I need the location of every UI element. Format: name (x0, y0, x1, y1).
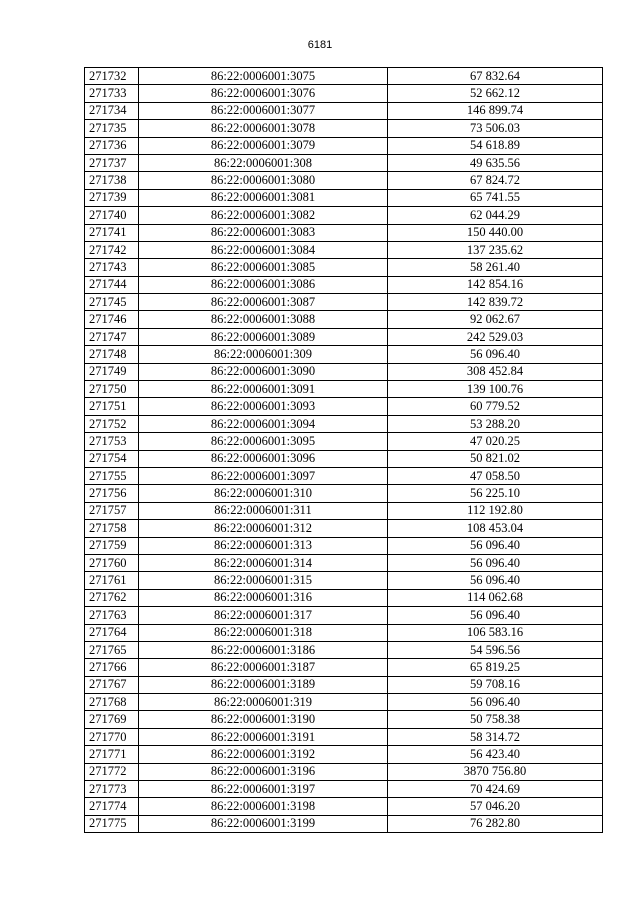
row-number-cell: 271766 (85, 659, 139, 676)
cadastral-value-cell: 56 096.40 (388, 694, 603, 711)
cadastral-value-cell: 62 044.29 (388, 207, 603, 224)
table-row (85, 502, 603, 519)
cadastral-value-table (84, 67, 603, 833)
cadastral-number-cell: 86:22:0006001:3089 (139, 328, 388, 345)
row-number-cell: 271745 (85, 294, 139, 311)
cadastral-value-cell: 65 741.55 (388, 189, 603, 206)
cadastral-number-cell: 86:22:0006001:3095 (139, 433, 388, 450)
row-number-cell: 271762 (85, 589, 139, 606)
row-number-cell: 271746 (85, 311, 139, 328)
table-row (85, 607, 603, 624)
cadastral-number-cell: 86:22:0006001:3075 (139, 68, 388, 85)
cadastral-value-cell: 70 424.69 (388, 781, 603, 798)
table-row (85, 676, 603, 693)
cadastral-value-cell: 49 635.56 (388, 154, 603, 171)
cadastral-value-cell: 58 261.40 (388, 259, 603, 276)
row-number-cell: 271765 (85, 641, 139, 658)
cadastral-number-cell: 86:22:0006001:3088 (139, 311, 388, 328)
row-number-cell: 271737 (85, 154, 139, 171)
cadastral-value-cell: 142 839.72 (388, 294, 603, 311)
cadastral-value-cell: 47 020.25 (388, 433, 603, 450)
row-number-cell: 271733 (85, 85, 139, 102)
table-row (85, 346, 603, 363)
cadastral-value-cell: 242 529.03 (388, 328, 603, 345)
row-number-cell: 271767 (85, 676, 139, 693)
cadastral-value-cell: 57 046.20 (388, 798, 603, 815)
row-number-cell: 271757 (85, 502, 139, 519)
table-row (85, 798, 603, 815)
cadastral-number-cell: 86:22:0006001:3198 (139, 798, 388, 815)
cadastral-value-cell: 112 192.80 (388, 502, 603, 519)
table-row (85, 381, 603, 398)
cadastral-number-cell: 86:22:0006001:317 (139, 607, 388, 624)
cadastral-number-cell: 86:22:0006001:3094 (139, 415, 388, 432)
table-row (85, 276, 603, 293)
cadastral-value-cell: 150 440.00 (388, 224, 603, 241)
cadastral-number-cell: 86:22:0006001:3090 (139, 363, 388, 380)
cadastral-number-cell: 86:22:0006001:316 (139, 589, 388, 606)
table-row (85, 589, 603, 606)
row-number-cell: 271770 (85, 728, 139, 745)
cadastral-value-cell: 54 596.56 (388, 641, 603, 658)
cadastral-number-cell: 86:22:0006001:3087 (139, 294, 388, 311)
cadastral-value-cell: 142 854.16 (388, 276, 603, 293)
cadastral-number-cell: 86:22:0006001:3196 (139, 763, 388, 780)
table-row (85, 398, 603, 415)
cadastral-number-cell: 86:22:0006001:3187 (139, 659, 388, 676)
cadastral-value-cell: 53 288.20 (388, 415, 603, 432)
cadastral-number-cell: 86:22:0006001:3191 (139, 728, 388, 745)
table-row (85, 624, 603, 641)
table-body (85, 68, 603, 833)
cadastral-number-cell: 86:22:0006001:3091 (139, 381, 388, 398)
table-row (85, 572, 603, 589)
cadastral-value-cell: 47 058.50 (388, 467, 603, 484)
cadastral-value-cell: 65 819.25 (388, 659, 603, 676)
cadastral-value-cell: 58 314.72 (388, 728, 603, 745)
cadastral-number-cell: 86:22:0006001:314 (139, 554, 388, 571)
row-number-cell: 271754 (85, 450, 139, 467)
row-number-cell: 271764 (85, 624, 139, 641)
cadastral-value-cell: 50 821.02 (388, 450, 603, 467)
table-row (85, 241, 603, 258)
row-number-cell: 271736 (85, 137, 139, 154)
page-number: 6181 (307, 39, 333, 51)
row-number-cell: 271739 (85, 189, 139, 206)
row-number-cell: 271749 (85, 363, 139, 380)
cadastral-value-cell: 56 225.10 (388, 485, 603, 502)
cadastral-number-cell: 86:22:0006001:3076 (139, 85, 388, 102)
table-row (85, 137, 603, 154)
table-row (85, 781, 603, 798)
cadastral-number-cell: 86:22:0006001:3085 (139, 259, 388, 276)
cadastral-value-cell: 60 779.52 (388, 398, 603, 415)
row-number-cell: 271743 (85, 259, 139, 276)
cadastral-value-cell: 56 423.40 (388, 746, 603, 763)
cadastral-number-cell: 86:22:0006001:3082 (139, 207, 388, 224)
cadastral-value-cell: 50 758.38 (388, 711, 603, 728)
cadastral-number-cell: 86:22:0006001:318 (139, 624, 388, 641)
cadastral-number-cell: 86:22:0006001:315 (139, 572, 388, 589)
row-number-cell: 271753 (85, 433, 139, 450)
table-row (85, 328, 603, 345)
table-row (85, 311, 603, 328)
row-number-cell: 271775 (85, 815, 139, 832)
row-number-cell: 271744 (85, 276, 139, 293)
row-number-cell: 271769 (85, 711, 139, 728)
cadastral-number-cell: 86:22:0006001:3080 (139, 172, 388, 189)
cadastral-value-cell: 67 824.72 (388, 172, 603, 189)
row-number-cell: 271768 (85, 694, 139, 711)
cadastral-number-cell: 86:22:0006001:3190 (139, 711, 388, 728)
cadastral-value-cell: 67 832.64 (388, 68, 603, 85)
cadastral-number-cell: 86:22:0006001:3081 (139, 189, 388, 206)
row-number-cell: 271774 (85, 798, 139, 815)
table-row (85, 433, 603, 450)
cadastral-number-cell: 86:22:0006001:3096 (139, 450, 388, 467)
row-number-cell: 271741 (85, 224, 139, 241)
cadastral-value-cell: 137 235.62 (388, 241, 603, 258)
cadastral-number-cell: 86:22:0006001:312 (139, 520, 388, 537)
row-number-cell: 271763 (85, 607, 139, 624)
row-number-cell: 271751 (85, 398, 139, 415)
cadastral-value-cell: 108 453.04 (388, 520, 603, 537)
cadastral-value-cell: 139 100.76 (388, 381, 603, 398)
row-number-cell: 271771 (85, 746, 139, 763)
cadastral-number-cell: 86:22:0006001:309 (139, 346, 388, 363)
cadastral-value-cell: 92 062.67 (388, 311, 603, 328)
table-row (85, 641, 603, 658)
table-row (85, 815, 603, 832)
cadastral-number-cell: 86:22:0006001:3199 (139, 815, 388, 832)
table-row (85, 189, 603, 206)
cadastral-value-cell: 56 096.40 (388, 607, 603, 624)
cadastral-value-cell: 106 583.16 (388, 624, 603, 641)
table-row (85, 85, 603, 102)
row-number-cell: 271761 (85, 572, 139, 589)
table-row (85, 120, 603, 137)
cadastral-number-cell: 86:22:0006001:3077 (139, 102, 388, 119)
row-number-cell: 271760 (85, 554, 139, 571)
cadastral-number-cell: 86:22:0006001:3084 (139, 241, 388, 258)
table-row (85, 711, 603, 728)
cadastral-value-cell: 56 096.40 (388, 554, 603, 571)
cadastral-value-cell: 59 708.16 (388, 676, 603, 693)
table-row (85, 102, 603, 119)
cadastral-number-cell: 86:22:0006001:3197 (139, 781, 388, 798)
row-number-cell: 271759 (85, 537, 139, 554)
cadastral-number-cell: 86:22:0006001:313 (139, 537, 388, 554)
row-number-cell: 271734 (85, 102, 139, 119)
cadastral-value-cell: 308 452.84 (388, 363, 603, 380)
table-row (85, 363, 603, 380)
table-row (85, 728, 603, 745)
row-number-cell: 271748 (85, 346, 139, 363)
table-row (85, 294, 603, 311)
row-number-cell: 271747 (85, 328, 139, 345)
cadastral-value-cell: 3870 756.80 (388, 763, 603, 780)
cadastral-number-cell: 86:22:0006001:3093 (139, 398, 388, 415)
cadastral-value-cell: 56 096.40 (388, 346, 603, 363)
cadastral-number-cell: 86:22:0006001:310 (139, 485, 388, 502)
row-number-cell: 271732 (85, 68, 139, 85)
table-row (85, 172, 603, 189)
cadastral-number-cell: 86:22:0006001:3078 (139, 120, 388, 137)
row-number-cell: 271756 (85, 485, 139, 502)
row-number-cell: 271742 (85, 241, 139, 258)
cadastral-number-cell: 86:22:0006001:3097 (139, 467, 388, 484)
cadastral-number-cell: 86:22:0006001:3186 (139, 641, 388, 658)
row-number-cell: 271740 (85, 207, 139, 224)
cadastral-number-cell: 86:22:0006001:3086 (139, 276, 388, 293)
cadastral-value-cell: 114 062.68 (388, 589, 603, 606)
cadastral-value-cell: 54 618.89 (388, 137, 603, 154)
row-number-cell: 271738 (85, 172, 139, 189)
cadastral-value-cell: 56 096.40 (388, 537, 603, 554)
row-number-cell: 271772 (85, 763, 139, 780)
table-row (85, 224, 603, 241)
table-row (85, 694, 603, 711)
table-row (85, 520, 603, 537)
cadastral-number-cell: 86:22:0006001:3189 (139, 676, 388, 693)
cadastral-number-cell: 86:22:0006001:3079 (139, 137, 388, 154)
table-row (85, 746, 603, 763)
row-number-cell: 271755 (85, 467, 139, 484)
table-row (85, 259, 603, 276)
row-number-cell: 271758 (85, 520, 139, 537)
cadastral-value-cell: 146 899.74 (388, 102, 603, 119)
table-row (85, 659, 603, 676)
cadastral-value-cell: 56 096.40 (388, 572, 603, 589)
cadastral-number-cell: 86:22:0006001:319 (139, 694, 388, 711)
cadastral-value-cell: 73 506.03 (388, 120, 603, 137)
table-row (85, 485, 603, 502)
cadastral-value-cell: 76 282.80 (388, 815, 603, 832)
row-number-cell: 271752 (85, 415, 139, 432)
table-row (85, 68, 603, 85)
table-row (85, 450, 603, 467)
cadastral-value-cell: 52 662.12 (388, 85, 603, 102)
row-number-cell: 271773 (85, 781, 139, 798)
table-row (85, 467, 603, 484)
cadastral-number-cell: 86:22:0006001:311 (139, 502, 388, 519)
table-row (85, 537, 603, 554)
cadastral-number-cell: 86:22:0006001:3083 (139, 224, 388, 241)
table-row (85, 415, 603, 432)
cadastral-number-cell: 86:22:0006001:3192 (139, 746, 388, 763)
table-row (85, 554, 603, 571)
table-row (85, 154, 603, 171)
row-number-cell: 271735 (85, 120, 139, 137)
table-row (85, 207, 603, 224)
cadastral-number-cell: 86:22:0006001:308 (139, 154, 388, 171)
row-number-cell: 271750 (85, 381, 139, 398)
table-row (85, 763, 603, 780)
